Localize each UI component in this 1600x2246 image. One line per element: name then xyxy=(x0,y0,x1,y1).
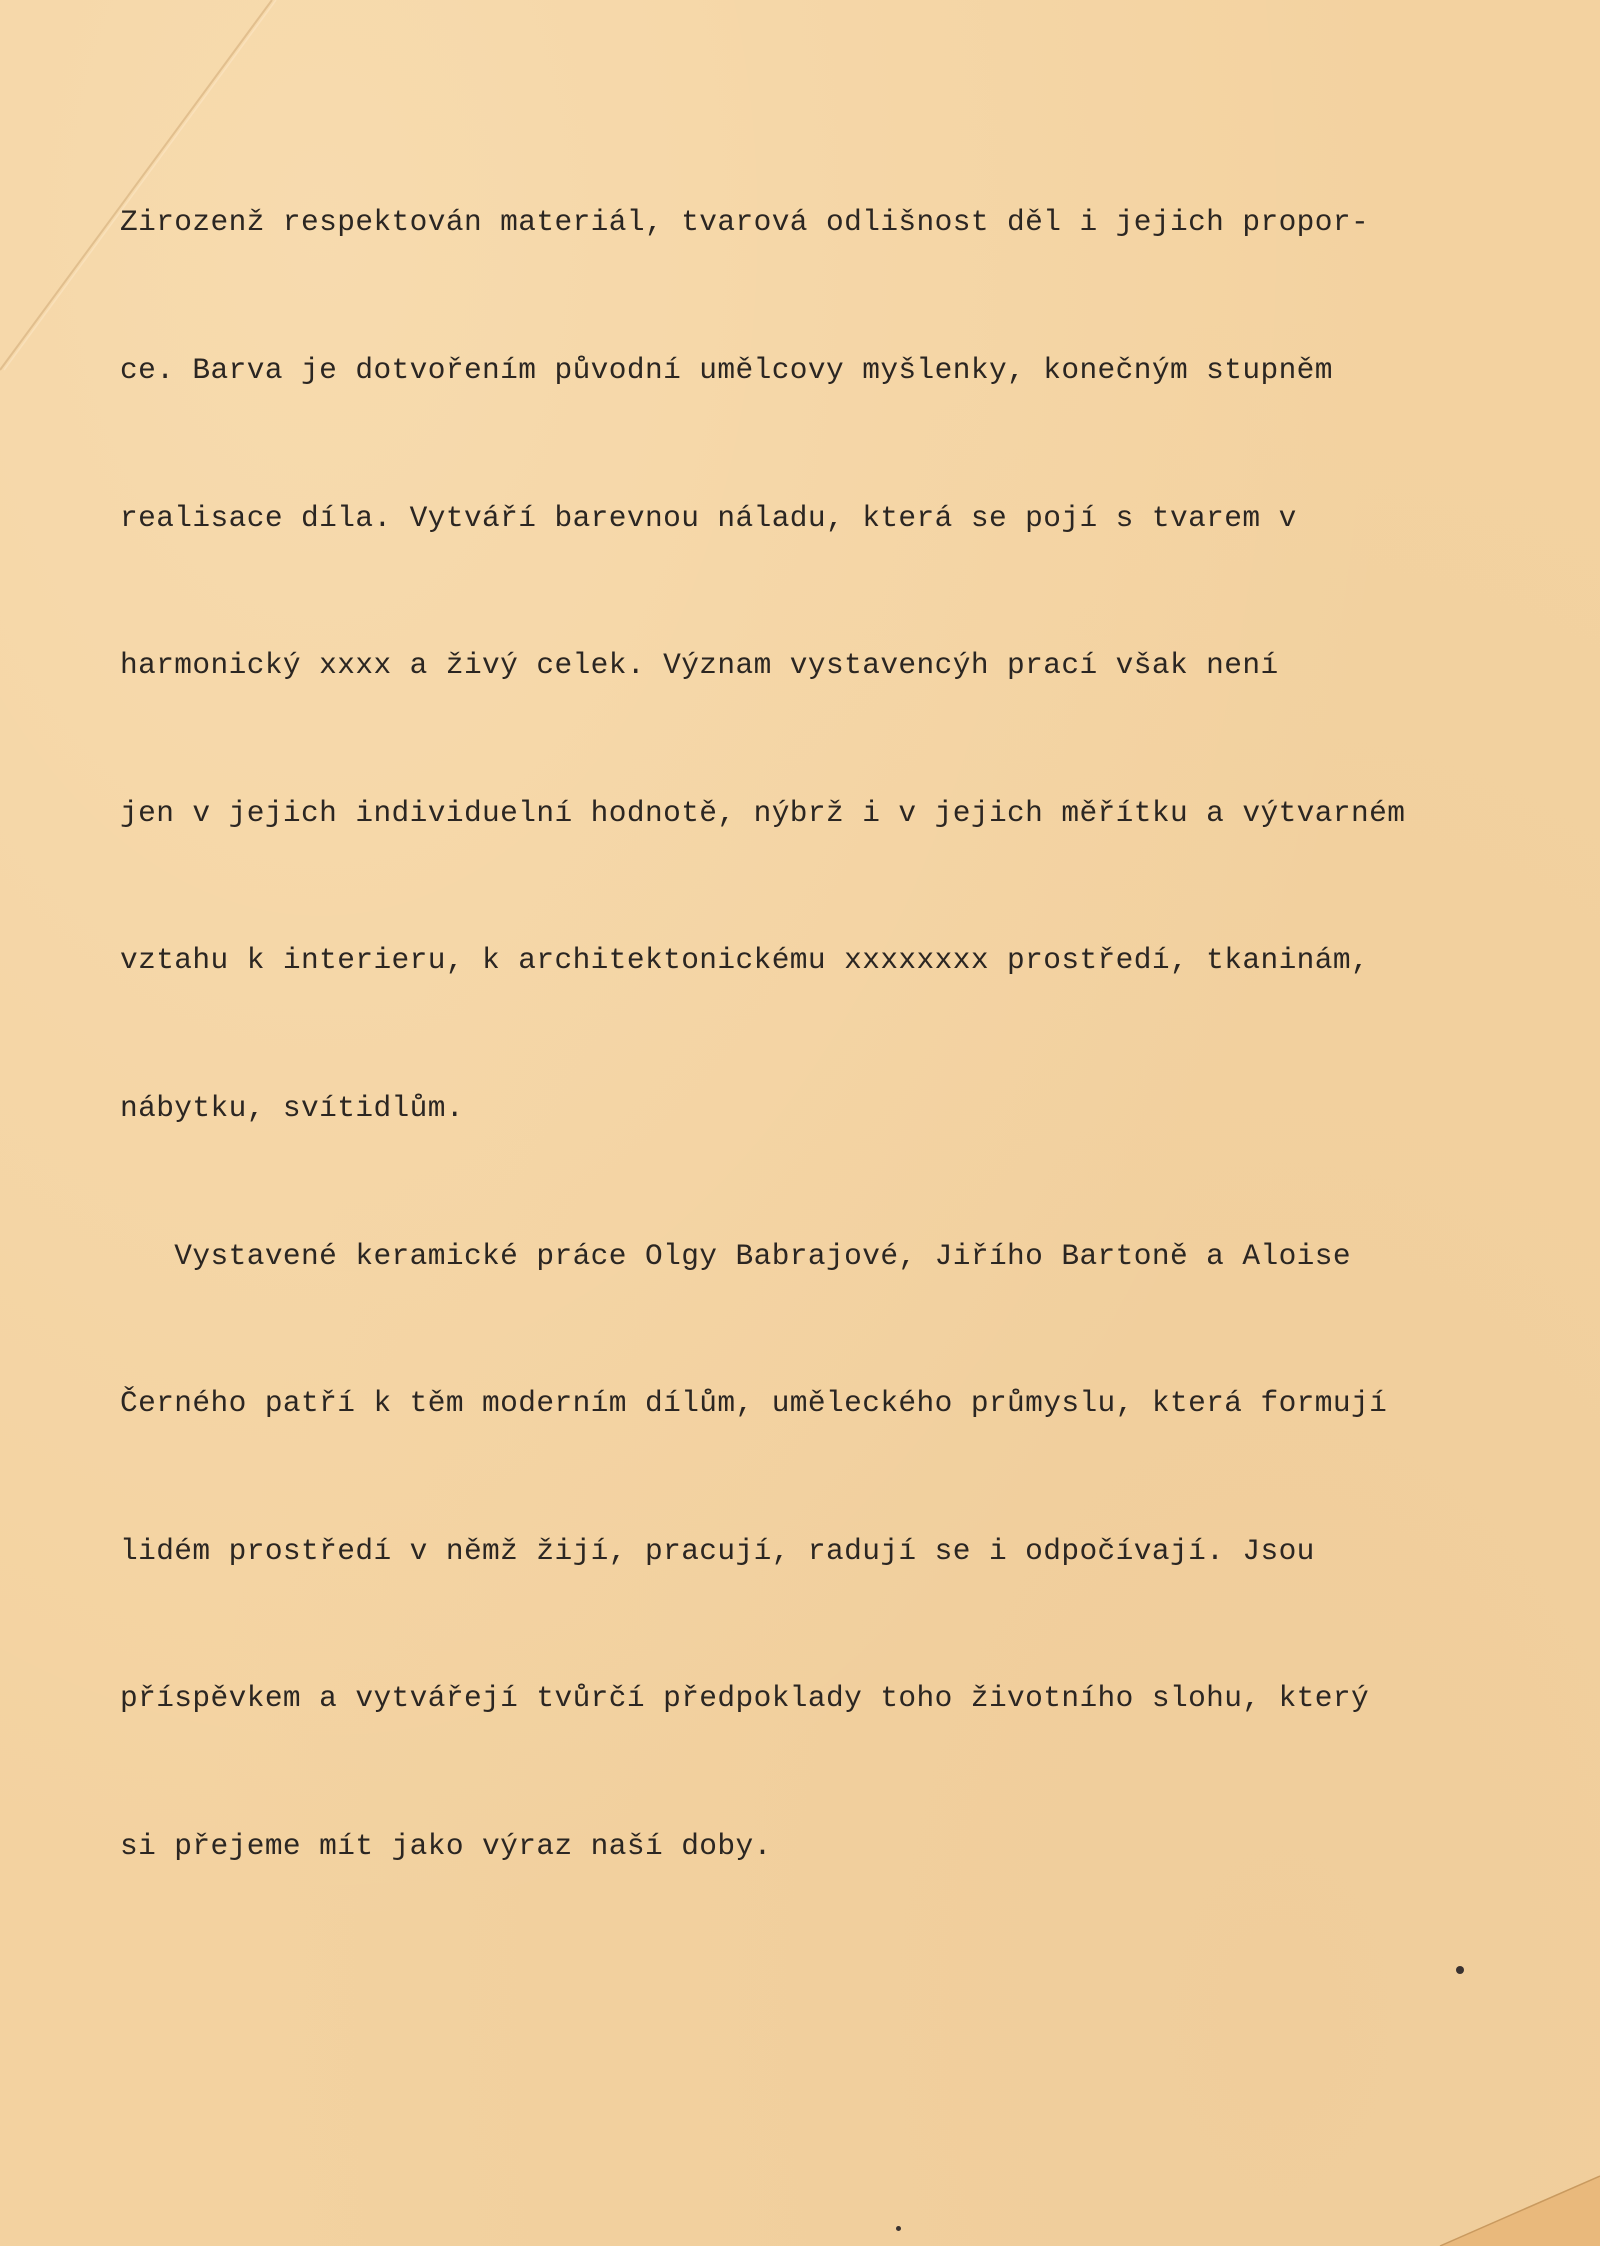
ink-dot xyxy=(1456,1966,1464,1974)
text-line: harmonický xxxx a živý celek. Význam vystavencýh prací však není xyxy=(120,648,1279,683)
typewritten-body xyxy=(120,100,1560,1970)
text-line: nábytku, svítidlům. xyxy=(120,1090,464,1125)
text-line: realisace díla. Vytváří barevnou náladu, která se pojí s tvarem v xyxy=(120,500,1297,535)
text-line: Zirozenž respektován materiál, tvarová odlišnost děl i jejich propor- xyxy=(120,205,1370,240)
text-line: lidém prostředí v němž žijí, pracují, radují se i odpočívají. Jsou xyxy=(120,1533,1315,1568)
text-line: Vystavené keramické práce Olgy Babrajové, Jiřího Bartoně a Aloise xyxy=(120,1238,1351,1273)
ink-dot xyxy=(896,2226,901,2231)
text-line: jen v jejich individuelní hodnotě, nýbrž i v jejich měřítku a výtvarném xyxy=(120,795,1406,830)
text-line: si přejeme mít jako výraz naší doby. xyxy=(120,1828,772,1863)
text-line: ce. Barva je dotvořením původní umělcovy myšlenky, konečným stupněm xyxy=(120,353,1333,387)
text-line: vztahu k interieru, k architektonickému xxxxxxxx prostředí, tkaninám, xyxy=(120,943,1370,978)
text-line: Černého patří k těm moderním dílům, uměleckého průmyslu, která formují xyxy=(120,1386,1388,1421)
paper-corner-fold xyxy=(1420,2156,1600,2246)
text-line: příspěvkem a vytvářejí tvůrčí předpoklady toho životního slohu, který xyxy=(120,1681,1370,1716)
